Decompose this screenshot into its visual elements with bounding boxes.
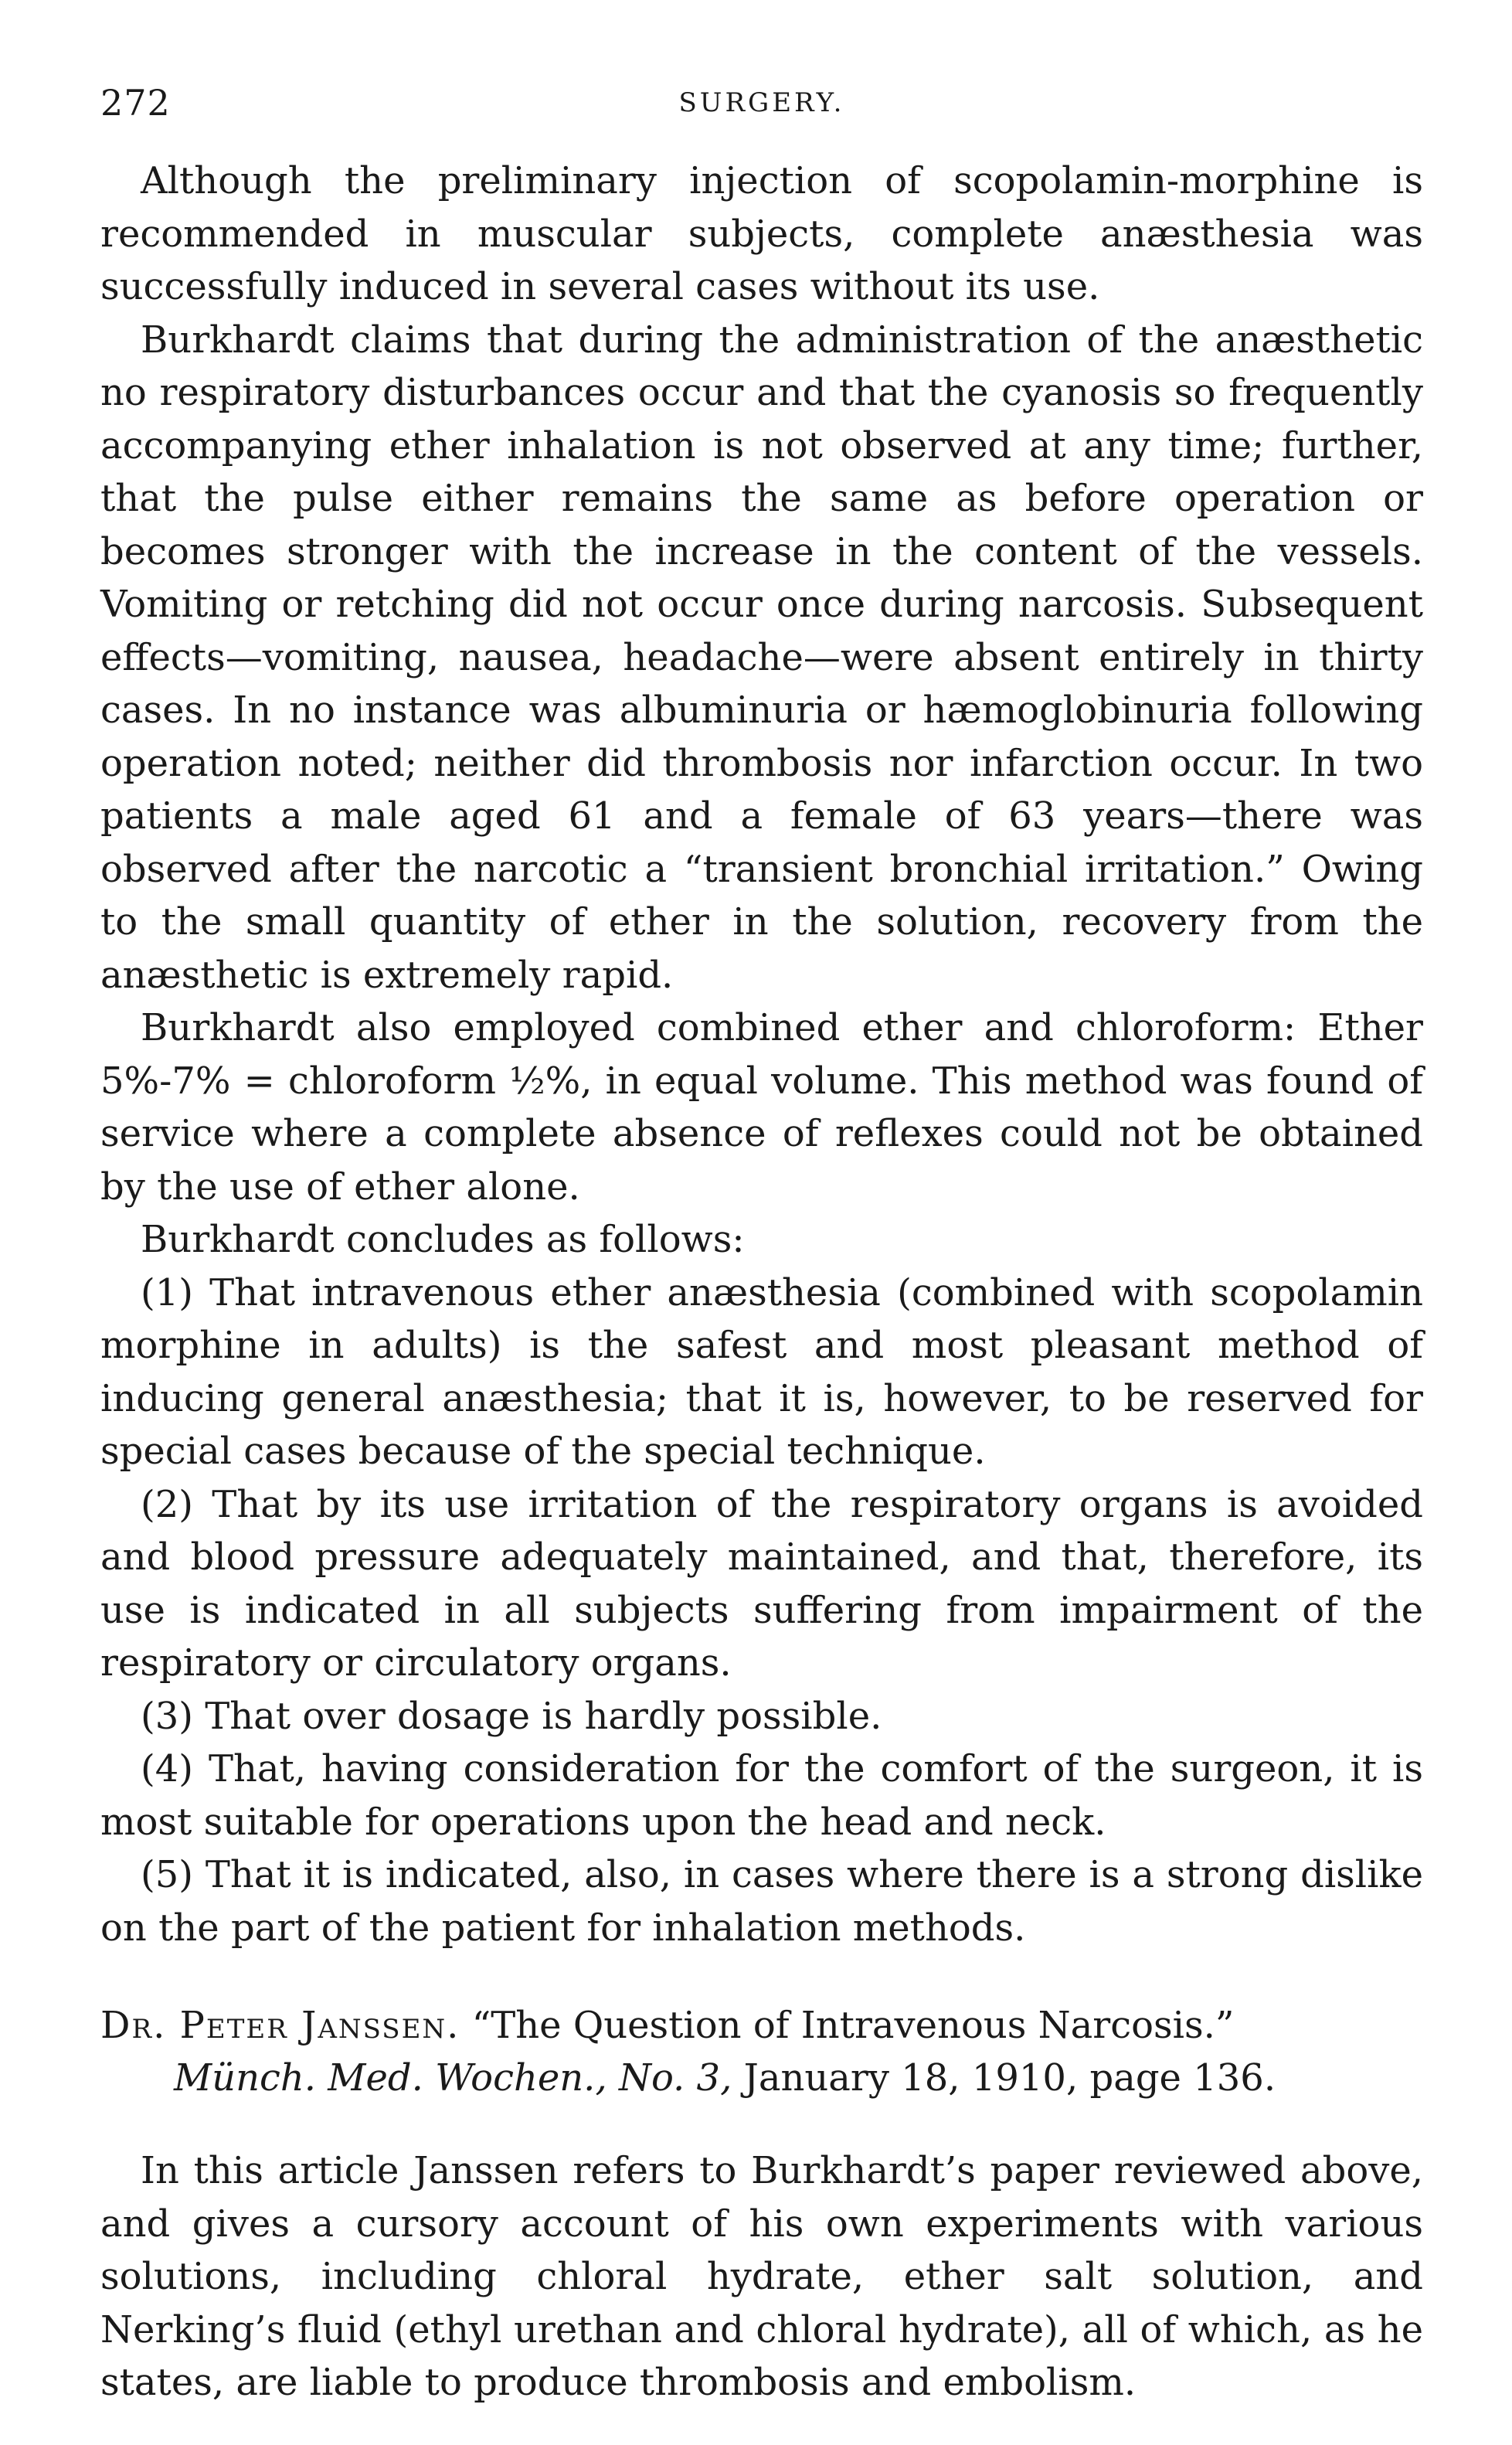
citation-source xyxy=(100,2052,1423,2104)
paragraph-burkhardt-claims: Burkhardt claims that during the administration of the anæsthetic no respiratory disturbances occur and that the cyanosis so frequently accompanying ether inhalation is not observed at any time; further, that the pulse either remains the same as before operation or becomes stronger with the increase in the content of the vessels. Vomiting or retching did not occur once during narcosis. Subsequent effects—vomiting, nausea, headache—were absent entirely in thirty cases. In no instance was albuminuria or hæmoglobinuria following operation noted; neither did thrombosis nor infarction occur. In two patients a male aged 61 and a female of 63 years—there was observed after the narcotic a “transient bronchial irritation.” Owing to the small quantity of ether in the solution, recovery from the anæsthetic is extremely rapid. xyxy=(100,318,1423,997)
running-head: SURGERY. xyxy=(678,87,845,118)
citation-date-page: January 18, 1910, page 136. xyxy=(743,2056,1276,2100)
conclusion-item-4: (4) That, having consideration for the comfort of the surgeon, it is most suitable for operations upon the head and neck. xyxy=(100,1747,1423,1844)
citation-block xyxy=(100,1999,1423,2104)
paragraph-scopolamin-intro: Although the preliminary injection of scopolamin-morphine is recommended in muscular subjects, complete anæsthesia was successfully induced in several cases without its use. xyxy=(100,159,1423,308)
citation-author: Dr. Peter Janssen. xyxy=(100,2004,460,2047)
conclusion-item-3: (3) That over dosage is hardly possible. xyxy=(141,1694,882,1738)
conclusion-item-1: (1) That intravenous ether anæsthesia (combined with scopolamin morphine in adults) is the safest and most pleasant method of inducing general anæsthesia; that it is, however, to be reserved for special cases because of the special technique. xyxy=(100,1270,1423,1473)
conclusion-item-2: (2) That by its use irritation of the respiratory organs is avoided and blood pressure adequately maintained, and that, therefore, its use is indicated in all subjects suffering from impairment of the respiratory or circulatory organs. xyxy=(100,1482,1423,1685)
janssen-section xyxy=(100,2144,1423,2409)
page-number: 272 xyxy=(100,82,171,124)
paragraph-burkhardt-concludes: Burkhardt concludes as follows: xyxy=(141,1218,745,1261)
conclusion-item-5: (5) That it is indicated, also, in cases where there is a strong dislike on the part of the patient for inhalation methods. xyxy=(100,1853,1423,1950)
main-text xyxy=(100,155,1423,2409)
paragraph-janssen-article: In this article Janssen refers to Burkhardt’s paper reviewed above, and gives a cursory account of his own experiments with various solutions, including chloral hydrate, ether salt solution, and Nerking’s fluid (ethyl urethan and chloral hydrate), all of which, as he states, are liable to produce thrombosis and embolism. xyxy=(100,2149,1423,2404)
page-header xyxy=(100,82,1423,155)
citation-title: “The Question of Intravenous Narcosis.” xyxy=(471,2004,1235,2047)
citation-journal: Münch. Med. Wochen., No. 3, xyxy=(174,2056,732,2100)
paragraph-combined-ether-chloroform: Burkhardt also employed combined ether and chloroform: Ether 5%-7% = chloroform ½%, in equal volume. This method was found of service where a complete absence of reflexes could not be obtained by the use of ether alone. xyxy=(100,1006,1423,1209)
